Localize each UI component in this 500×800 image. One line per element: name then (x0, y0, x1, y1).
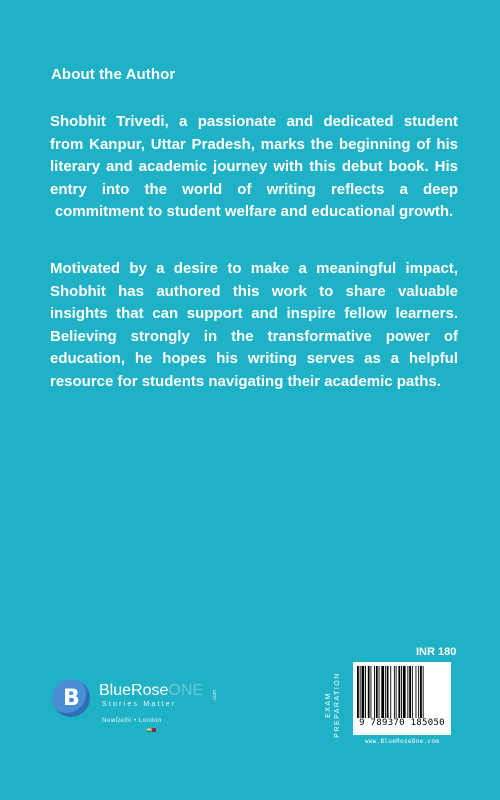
barcode-bar (374, 666, 375, 718)
barcode-bar (362, 666, 365, 718)
barcode-bar (398, 666, 400, 718)
barcode-bar (390, 666, 391, 718)
barcode-bar (412, 666, 413, 718)
uk-flag-icon (152, 728, 156, 732)
barcode-bar (416, 666, 417, 718)
barcode-bar (357, 666, 359, 718)
bluerose-logo-icon: B (52, 679, 90, 717)
flag-icons (147, 728, 156, 732)
barcode-bar (360, 666, 361, 718)
about-paragraph-1: Shobhit Trivedi, a passionate and dedicated student from Kanpur, Uttar Pradesh, marks the beginning of his literary and academic journey with this debut book. His entry into the world of writing reflects a deep commitment to student welfare and educational growth. (50, 113, 458, 220)
barcode-bar (396, 666, 397, 718)
publisher-logo (52, 679, 232, 739)
india-flag-icon (147, 728, 151, 732)
barcode-bar (385, 666, 386, 718)
about-paragraph-2: Motivated by a desire to make a meaningful impact, Shobhit has authored this work to share valuable insights that can support and inspire fellow learners. Believing strongly in the transformative power of education, he hopes his writing serves as a helpful resource for students navigating their academic paths. (50, 260, 458, 390)
publisher-website: www.BlueRoseOne.com (364, 738, 440, 745)
barcode-digits: 9 789370 185050 (359, 718, 445, 728)
category-label: EXAM PREPARATION (325, 672, 341, 738)
barcode-bar (394, 666, 395, 718)
barcode-bar (365, 666, 366, 718)
barcode-bar (401, 666, 402, 718)
publisher-cities: NewDelhi • London (102, 718, 162, 724)
barcode-bars (357, 666, 447, 718)
barcode-bar (423, 666, 424, 718)
barcode-bar (407, 666, 408, 718)
barcode-bar (403, 666, 406, 718)
price-label: INR 180 (416, 646, 457, 658)
barcode-bar (376, 666, 378, 718)
barcode-bar (418, 666, 419, 718)
barcode-bar (371, 666, 372, 718)
barcode-bar (409, 666, 411, 718)
about-author-title: About the Author (51, 66, 176, 83)
publisher-name: BlueRoseONE (99, 682, 204, 699)
barcode-bar (368, 666, 370, 718)
publisher-tagline: Stories Matter (102, 701, 177, 708)
barcode-bar (387, 666, 389, 718)
barcode-bar (420, 666, 422, 718)
publisher-domain: .com (212, 690, 218, 701)
barcode-bar (379, 666, 380, 718)
barcode-bar (381, 666, 384, 718)
isbn-barcode (353, 662, 451, 735)
